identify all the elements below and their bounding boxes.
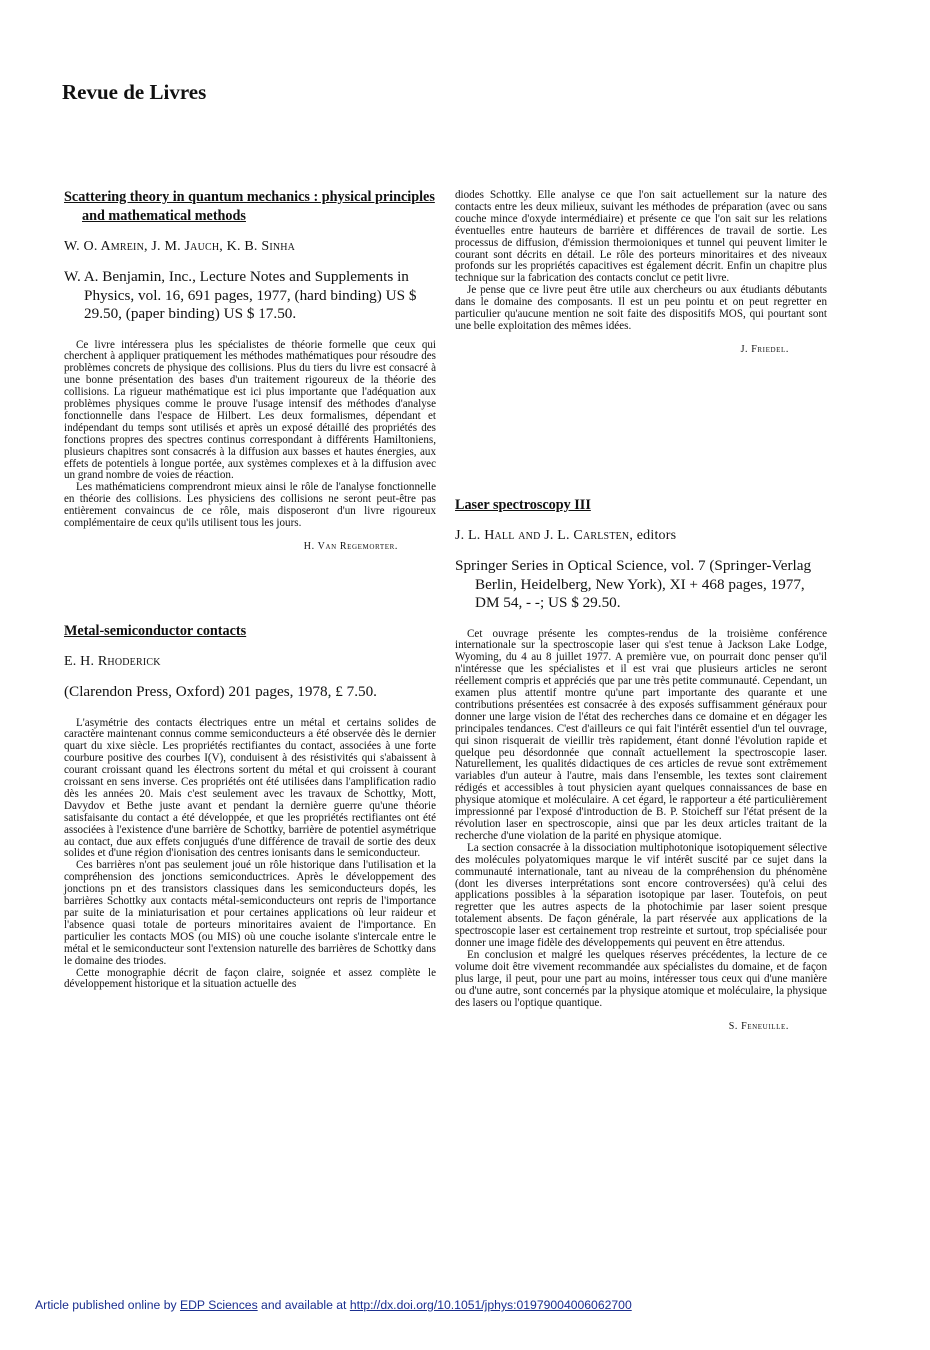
review-paragraph: L'asymétrie des contacts électriques entre un métal et certains solides de caractère maintenant connus comme semiconducteurs a été observée dès le dernier quart du xixe siècle. Les propriétés rectifiantes du contact, associées à une forte courbure positive des courbes I(V), conduisent à des résistivités qui s'abaissent à courant croissant quand les électrons sortent du métal et qui croissent à courant croissant en sens inverse. Ces propriétés ont été utilisées dans l'amplification radio dès les années 20. Mais c'est seulement avec les travaux de Schottky, Mott, Davydov et Bethe juste avant et pendant la dernière guerre qu'une théorie satisfaisante du contact a été développée, et que les propriétés rectifiantes ont été associées à l'existence d'une barrière de Schottky, barrière de potentiel asymétrique au contact, due aux effets conjugués d'une différence de travail de sortie des deux solides et d'une région d'ionisation des centres ionisants dans le semiconducteur. — [64, 716, 436, 860]
review-paragraph: Les mathématiciens comprendront mieux ainsi le rôle de l'analyse fonctionnelle en théorie des collisions. Les physiciens des collisions ne seront peut-être pas entièrement convaincus de ce rôle, mais disposeront d'un livre rigoureux complémentaire de ceux qu'ils utilisent tous les jours. — [64, 481, 436, 530]
left-column — [64, 188, 436, 991]
review-body — [455, 629, 827, 1010]
review-authors — [455, 527, 827, 545]
page-heading: Revue de Livres — [62, 80, 207, 104]
review-authors — [64, 238, 436, 256]
review-laser — [455, 496, 827, 1032]
review-body — [455, 190, 827, 333]
right-column — [455, 496, 827, 1032]
review-signature: H. Van Regemorter. — [303, 541, 398, 552]
review-scattering — [64, 188, 436, 552]
review-title: Metal-semiconductor contacts — [64, 623, 247, 639]
author-names: J. L. Hall and J. L. Carlsten, — [455, 528, 634, 543]
review-title: Scattering theory in quantum mechanics : physical principles and mathematical methods — [64, 189, 435, 224]
review-paragraph: En conclusion et malgré les quelques réserves précédentes, la lecture de ce volume doit être vivement recommandée aux spécialistes du domaine, et de façon plus large, il peut, pour une part au moins, intéresser tous ceux qui d'une manière ou d'une autre, sont concernés par la physique atomique et moléculaire, la physique des lasers ou l'optique quantique. — [455, 948, 827, 1009]
doi-link[interactable]: http://dx.doi.org/10.1051/jphys:01979004006062700 — [349, 1298, 632, 1312]
review-paragraph: Je pense que ce livre peut être utile aux chercheurs ou aux étudiants débutants dans le domaine des composants. Il est un peu pointu et on peut regretter en particulier qu'aucune mention ne soit faite des dispositifs MOS, qui pourtant sont une belle exploitation des mêmes idées. — [455, 284, 827, 332]
review-title: Laser spectroscopy III — [455, 497, 591, 513]
review-paragraph: Cette monographie décrit de façon claire, soignée et assez complète le développement historique et la situation actuelle des — [64, 966, 436, 991]
review-paragraph: Ce livre intéressera plus les spécialistes de théorie formelle que ceux qui cherchent à appliquer pratiquement les méthodes mathématiques pour résoudre des problèmes concrets de physique des collisions. Plus du tiers du livre est consacré à une bonne présentation des bases d'un traitement rigoureux de la théorie des collisions. La rigueur mathématique est ici plus importante que l'adéquation aux problèmes physiques comme le prouve l'usage intensif des méthodes d'analyse fonctionnelle dans l'espace de Hilbert. Les deux formalismes, dépendant et indépendant du temps sont utilisés et après un exposé détaillé des propriétés des fonctions propres des spectres continus correspondant à différents Hamiltoniens, plusieurs chapitres sont consacrés à la diffusion aux basses et hautes énergies, aux effets de potentiels à longue portée, aux systèmes complexes et à la diffusion avec un grand nombre de voies de réaction. — [64, 338, 436, 482]
footer-prefix: Article published online by — [35, 1298, 180, 1312]
footer-middle: and available at — [257, 1298, 350, 1312]
author-names: E. H. Rhoderick — [64, 654, 161, 669]
publication-footer — [35, 1298, 632, 1312]
author-role: editors — [633, 528, 677, 543]
review-publication: Springer Series in Optical Science, vol. 7 (Springer-Verlag Berlin, Heidelberg, New York), XI + 468 pages, 1977, DM 54, - -; US $ 29.50. — [455, 557, 812, 611]
right-column-continuation — [455, 190, 827, 355]
author-names: W. O. Amrein, J. M. Jauch, K. B. Sinha — [64, 239, 296, 254]
review-signature: J. Friedel. — [740, 343, 789, 355]
review-authors — [64, 653, 436, 671]
review-body — [64, 718, 436, 992]
review-signature: S. Feneuille. — [728, 1020, 789, 1032]
review-metal — [64, 622, 436, 991]
publisher-link[interactable]: EDP Sciences — [179, 1298, 258, 1312]
review-paragraph: Cet ouvrage présente les comptes-rendus de la troisième conférence internationale sur la spectroscopie laser qui s'est tenue à Jackson Lake Lodge, Wyoming, du 4 au 8 juillet 1977. A première vue, on pourrait donc penser qu'il n'intéresse que les spécialistes et il est vrai que plusieurs articles ne seront réellement compris et appréciés que par une très petite communauté. Cependant, un examen plus attentif montre qu'une part importante des quarante et une contributions présentées est consacrée à des exposés suffisamment généraux pour donner une large vision de l'état des recherches dans ce domaine et en dégager les principales tendances. C'est d'ailleurs ce qui fait l'intérêt essentiel d'un tel ouvrage, qui sinon risquerait de vieillir très rapidement, étant donné l'évolution rapide et quelque peu désordonnée que connaît actuellement la spectroscopie laser. Naturellement, les qualités didactiques de ces articles de revue sont extrêmement variables d'un auteur à l'autre, mais dans l'ensemble, les textes sont clairement rédigés et accessibles à tout physicien ayant quelques connaissances de base en physique atomique et moléculaire. A cet égard, le rapporteur a été particulièrement impressionné par l'exposé d'introduction de B. P. Stoicheff sur l'état présent de la révolution laser en spectroscopie, ainsi que par les deux articles traitant de la recherche d'une violation de la parité en physique atomique. — [455, 627, 827, 842]
review-body — [64, 340, 436, 531]
review-publication: (Clarendon Press, Oxford) 201 pages, 1978, £ 7.50. — [64, 683, 377, 700]
review-paragraph: Ces barrières n'ont pas seulement joué un rôle historique dans l'utilisation et la compréhension des jonctions semiconductrices. Après le développement des jonctions pn et des transistors classiques dans les semiconducteurs dopés, les barrières Schottky aux contacts métal-semiconducteurs ont repris de l'importance par suite de la miniaturisation et pour certaines applications où leur raideur et l'absence quasi totale de porteurs minoritaires avaient de l'importance. En particulier les contacts MOS (ou MIS) où une couche isolante s'intercale entre le métal et le semiconducteur sont l'extension naturelle des barrières de Schottky dans le domaine des triodes. — [64, 859, 436, 967]
review-paragraph: La section consacrée à la dissociation multiphotonique isotopiquement sélective des molécules polyatomiques marque le vif intérêt suscité par ce sujet dans la communauté internationale, tant au niveau de la compréhension du phénomène (dont les diverses interprétations sont encore controversées) qu'à celui des applications possibles à la séparation isotopique par laser. Toutefois, on peut regretter que les autres aspects de la photochimie par laser soient presque totalement absents. De façon générale, la part réservée aux applications de la spectroscopie laser est certainement trop restreinte et surtout, trop spécialisée pour donner une image fidèle des développements qui peuvent en être attendus. — [455, 841, 827, 950]
review-publication: W. A. Benjamin, Inc., Lecture Notes and Supplements in Physics, vol. 16, 691 pages, 1977, (hard binding) US $ 29.50, (paper binding) US $ 17.50. — [64, 268, 417, 322]
review-paragraph: diodes Schottky. Elle analyse ce que l'on sait actuellement sur la nature des contacts entre les deux milieux, suivant les méthodes de préparation (avec ou sans couche mince d'oxyde intermédiaire) et présente ce que l'on sait sur les relations éventuelles entre hauteurs de barrière et différences de travail de sortie. Les processus de diffusion, d'émission thermoioniques et tunnel qui peuvent limiter le courant sont décrits en détail. Le rôle des porteurs minoritaires et des niveaux profonds sur les propriétés capacitives est également décrit. Enfin un chapitre plus technique sur la fabrication des contacts conclut ce petit livre. — [455, 189, 827, 285]
